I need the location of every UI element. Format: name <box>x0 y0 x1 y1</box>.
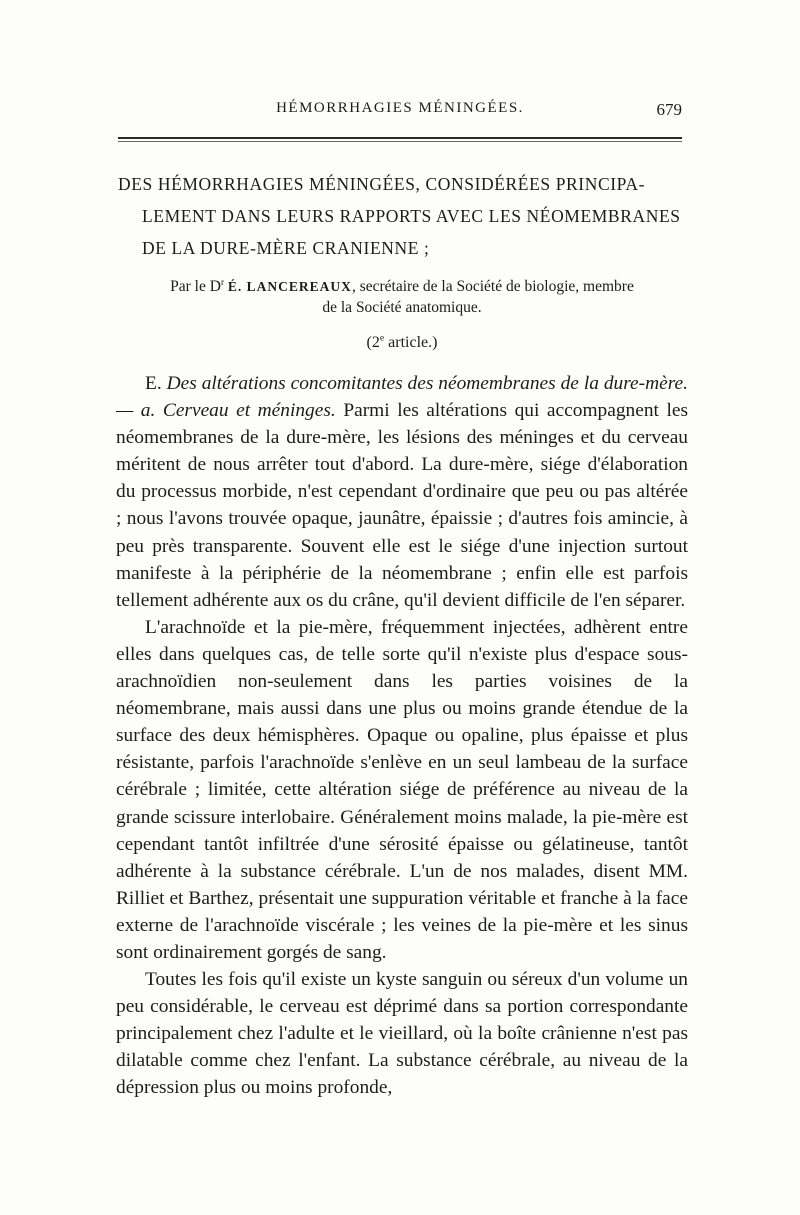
author-byline <box>118 276 686 318</box>
running-title: HÉMORRHAGIES MÉNINGÉES. <box>276 100 524 116</box>
author-affiliation: , secrétaire de la Société de biologie, membre <box>351 278 634 295</box>
article-title-line-2: LEMENT DANS LEURS RAPPORTS AVEC LES NÉOMEMBRANES <box>142 206 681 226</box>
author-prefix: Par le D <box>170 278 221 295</box>
article-title-line-3: DE LA DURE-MÈRE CRANIENNE ; <box>142 238 430 258</box>
paragraph-1-text: Parmi les altérations qui accompagnent les néomembranes de la dure-mère, les lésions des méninges et du cerveau méritent de nous arrêter tout d'abord. La dure-mère, siége d'élaboration du processus morbide, n'est cependant d'ordinaire que peu ou pas altérée ; nous l'avons trouvée opaque, jaunâtre, épaissie ; d'autres fois amincie, à peu près transparente. Souvent elle est le siége d'une injection surtout manifeste à la périphérie de la néomembrane ; enfin elle est parfois tellement adhérente aux os du crâne, qu'il devient difficile de l'en séparer. <box>116 400 688 611</box>
author-prefix-sup: r <box>220 277 225 288</box>
article-number-sup: e <box>379 332 385 344</box>
section-heading: Des altérations concomitantes des néomembranes de la dure-mère. — a. Cerveau et méninges. <box>116 373 688 422</box>
author-line-1 <box>118 276 686 297</box>
running-header <box>118 100 682 126</box>
section-letter: E. <box>145 373 162 394</box>
header-rule-thin <box>118 141 682 142</box>
header-rule <box>118 137 682 139</box>
article-number-prefix: (2 <box>366 334 380 351</box>
article-title-line-1: DES HÉMORRHAGIES MÉNINGÉES, CONSIDÉRÉES PRINCIPA- <box>118 174 646 194</box>
article-number-suffix: article.) <box>384 334 438 351</box>
article-title <box>118 168 688 264</box>
paragraph-2: L'arachnoïde et la pie-mère, fréquemment injectées, adhèrent entre elles dans quelques cas, de telle sorte qu'il n'existe plus d'espace sous-arachnoïdien non-seulement dans les parties voisines de la néomembrane, mais aussi dans une plus ou moins grande étendue de la surface des deux hémisphères. Opaque ou opaline, plus épaisse et plus résistante, parfois l'arachnoïde s'enlève en un seul lambeau de la surface cérébrale ; limitée, cette altération siége de préférence au niveau de la grande scissure interlobaire. Généralement moins malade, la pie-mère est cependant tantôt infiltrée d'une sérosité épaisse ou gélatineuse, tantôt adhérente à la substance cérébrale. L'un de nos malades, disent MM. Rilliet et Barthez, présentait une suppuration véritable et franche à la face externe de l'arachnoïde viscérale ; les veines de la pie-mère et les sinus sont ordinairement gorgés de sang. <box>116 616 688 963</box>
article-number <box>118 334 686 352</box>
body-text <box>116 370 688 1102</box>
paragraph-3: Toutes les fois qu'il existe un kyste sanguin ou séreux d'un volume un peu considérable, le cerveau est déprimé dans sa portion correspondante principalement chez l'adulte et le vieillard, où la boîte crânienne n'est pas dilatable comme chez l'enfant. La substance cérébrale, au niveau de la dépression plus ou moins profonde, <box>116 969 688 1099</box>
paragraph-1 <box>116 370 688 614</box>
author-name: É. LANCEREAUX <box>227 279 352 294</box>
page-number: 679 <box>656 100 682 119</box>
author-line-2: de la Société anatomique. <box>322 299 482 316</box>
